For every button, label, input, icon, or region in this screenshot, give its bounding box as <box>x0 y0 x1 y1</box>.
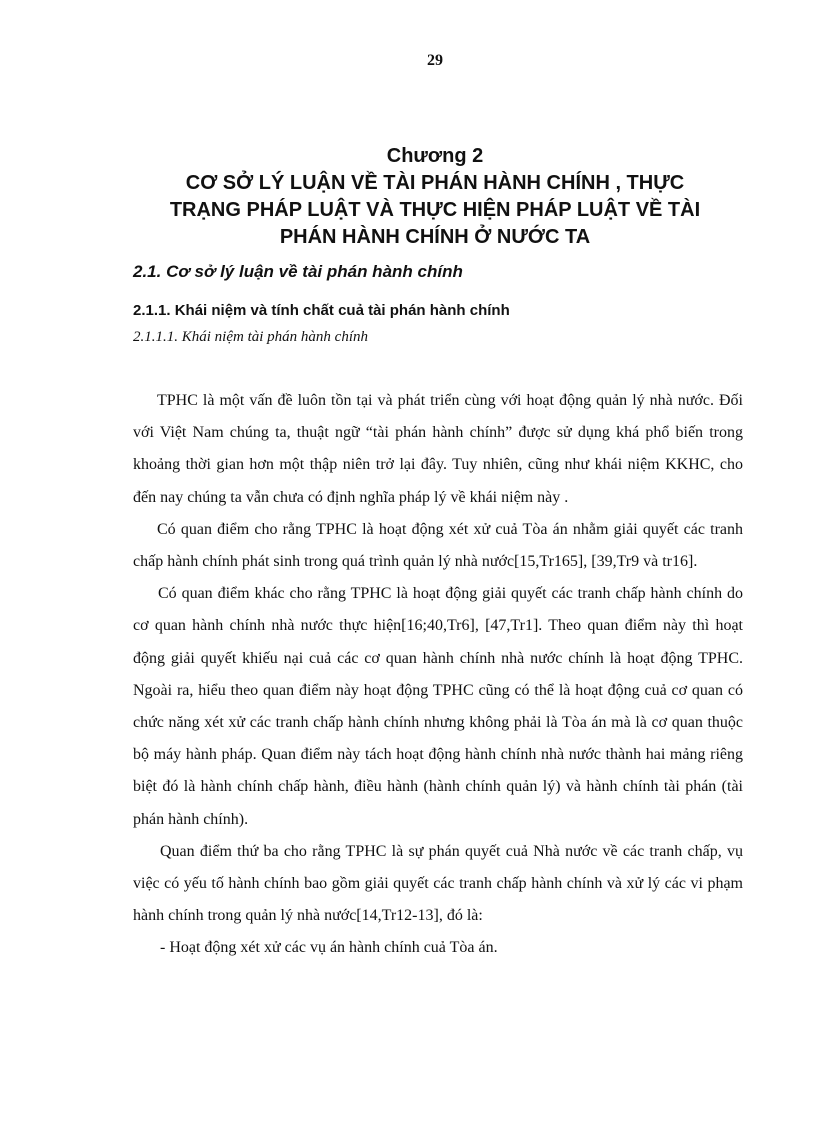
bullet-item: - Hoạt động xét xử các vụ án hành chính cuả Tòa án. <box>160 939 498 957</box>
paragraph: Có quan điểm cho rằng TPHC là hoạt động xét xử cuả Tòa án nhằm giải quyết các tranh chấp hành chính phát sinh trong quá trình quản lý nhà nước[15,Tr165], [39,Tr9 và tr16]. <box>133 520 743 571</box>
chapter-heading <box>130 143 740 251</box>
body-text <box>133 385 743 965</box>
chapter-title-line: CƠ SỞ LÝ LUẬN VỀ TÀI PHÁN HÀNH CHÍNH , THỰC <box>185 172 685 194</box>
subsubsection-heading: 2.1.1.1. Khái niệm tài phán hành chính <box>133 329 368 345</box>
page-number: 29 <box>427 52 443 69</box>
paragraph: Có quan điểm khác cho rằng TPHC là hoạt động giải quyết các tranh chấp hành chính do cơ quan hành chính nhà nước thực hiện[16;40,Tr6], [47,Tr1]. Theo quan điểm này thì hoạt động giải quyết khiếu nại cuả các cơ quan hành chính nhà nước chính là hoạt động TPHC. Ngoài ra, hiểu theo quan điểm này hoạt động TPHC cũng có thể là hoạt động cuả cơ quan có chức năng xét xử các tranh chấp hành chính nhưng không phải là Tòa án mà là cơ quan thuộc bộ máy hành pháp. Quan điểm này tách hoạt động hành chính nhà nước thành hai mảng riêng biệt đó là hành chính chấp hành, điều hành (hành chính quản lý) và hành chính tài phán (tài phán hành chính). <box>133 585 743 828</box>
chapter-title-line: TRẠNG PHÁP LUẬT VÀ THỰC HIỆN PHÁP LUẬT VỀ TÀI <box>169 199 701 221</box>
section-heading: 2.1. Cơ sở lý luận về tài phán hành chính <box>133 262 463 281</box>
paragraph: TPHC là một vấn đề luôn tồn tại và phát triển cùng với hoạt động quản lý nhà nước. Đối với Việt Nam chúng ta, thuật ngữ “tài phán hành chính” được sử dụng khá phổ biến trong khoảng thời gian hơn một thập niên trở lại đây. Tuy nhiên, cũng như khái niệm KKHC, cho đến nay chúng ta vẫn chưa có định nghĩa pháp lý về khái niệm này . <box>133 392 743 506</box>
subsection-heading: 2.1.1. Khái niệm và tính chất cuả tài phán hành chính <box>133 302 510 319</box>
chapter-number: Chương 2 <box>386 145 484 167</box>
chapter-title-line: PHÁN HÀNH CHÍNH Ở NƯỚC TA <box>279 226 591 248</box>
paragraph: Quan điểm thứ ba cho rằng TPHC là sự phán quyết cuả Nhà nước về các tranh chấp, vụ việc có yếu tố hành chính bao gồm giải quyết các tranh chấp hành chính và xử lý các vi phạm hành chính trong quản lý nhà nước[14,Tr12-13], đó là: <box>133 842 743 925</box>
